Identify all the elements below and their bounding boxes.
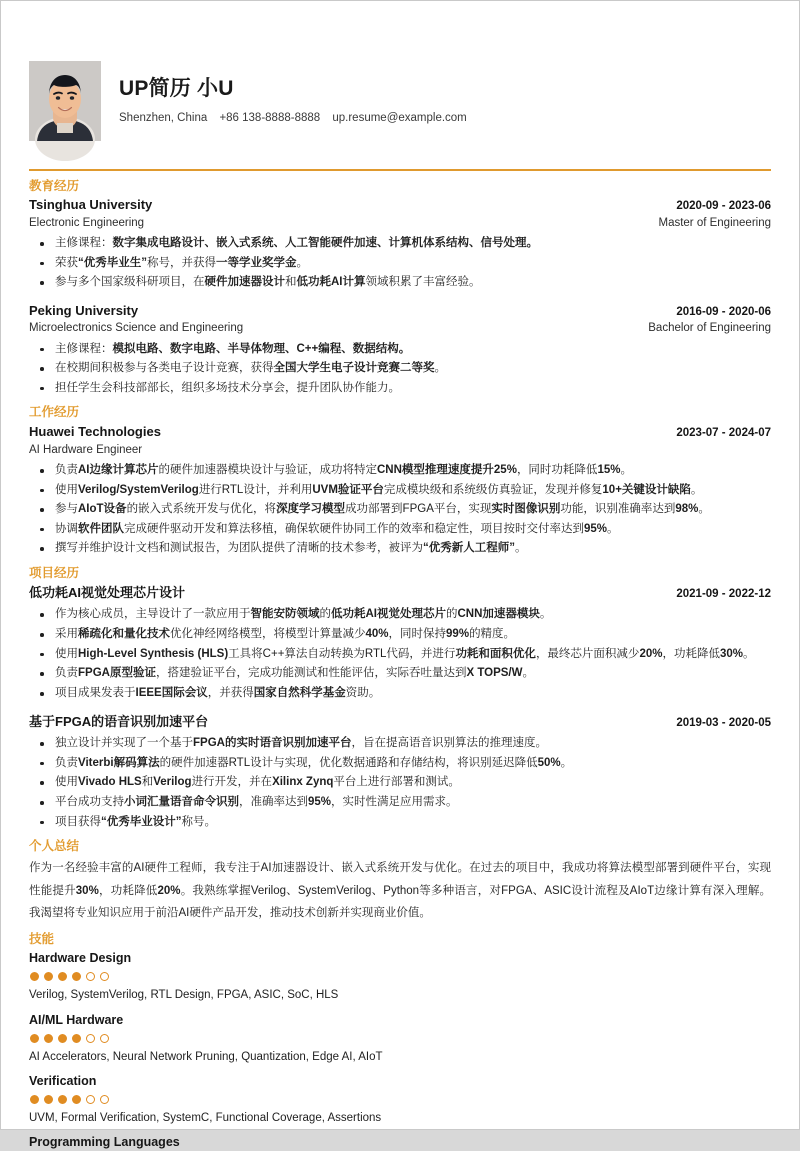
- skill-rating: [30, 1034, 771, 1043]
- rating-dot: [30, 1095, 39, 1104]
- section-skills: [29, 931, 771, 1151]
- experience-entry: [29, 196, 771, 291]
- skill-name: Verification: [29, 1073, 97, 1088]
- rating-dot: [72, 1034, 81, 1043]
- entry-date-range: 2021-09 - 2022-12: [676, 587, 771, 600]
- entry-bullet: 撰写并维护设计文档和测试报告，为团队提供了清晰的技术参考，被评为“优秀新人工程师”。: [29, 539, 771, 558]
- rating-dot: [72, 1095, 81, 1104]
- entry-organization: Peking University: [29, 302, 139, 318]
- entry-subtitle: Electronic Engineering: [29, 216, 145, 229]
- entry-bullet-list: [29, 461, 771, 558]
- skill-name: Hardware Design: [29, 951, 132, 966]
- entry-bullet: 担任学生会科技部部长，组织多场技术分享会，提升团队协作能力。: [29, 379, 771, 398]
- entry-bullet-list: [29, 234, 771, 292]
- section-title-skills: 技能: [29, 932, 55, 947]
- skill-rating: [30, 1095, 771, 1104]
- entry-subtitle: Microelectronics Science and Engineering: [29, 322, 244, 335]
- rating-dot: [44, 1095, 53, 1104]
- entry-degree: Bachelor of Engineering: [648, 322, 771, 335]
- identity-block: [115, 76, 476, 126]
- entry-date-range: 2019-03 - 2020-05: [676, 716, 771, 729]
- skill-group: [29, 1133, 771, 1151]
- entry-subheading-row: [29, 320, 771, 336]
- entry-bullet: 负责AI边缘计算芯片的硬件加速器模块设计与验证，成功将特定CNN模型推理速度提升25%，同时功耗降低15%。: [29, 461, 771, 480]
- rating-dot: [30, 972, 39, 981]
- entry-bullet: 主修课程：数字集成电路设计、嵌入式系统、人工智能硬件加速、计算机体系结构、信号处理。: [29, 234, 771, 253]
- skill-group: [29, 1072, 771, 1127]
- entry-organization: Huawei Technologies: [29, 424, 161, 440]
- contact-phone: +86 138-8888-8888: [219, 112, 321, 125]
- entry-heading-row: [29, 584, 771, 603]
- avatar: [29, 61, 101, 141]
- experience-entry: [29, 302, 771, 397]
- section-education: [29, 178, 771, 398]
- experience-entry: [29, 713, 771, 832]
- rating-dot: [44, 1034, 53, 1043]
- entry-date-range: 2023-07 - 2024-07: [676, 427, 771, 440]
- experience-entry: [29, 584, 771, 703]
- skill-detail: AI Accelerators, Neural Network Pruning, Quantization, Edge AI, AIoT: [29, 1050, 383, 1063]
- entry-heading-row: [29, 302, 771, 321]
- entry-bullet-list: [29, 734, 771, 831]
- entry-bullet: 负责Viterbi解码算法的硬件加速器RTL设计与实现，优化数据通路和存储结构，将识别延迟降低50%。: [29, 754, 771, 773]
- rating-dot: [58, 1095, 67, 1104]
- work-entries: [29, 423, 771, 558]
- entry-bullet: 使用High-Level Synthesis (HLS)工具将C++算法自动转换为RTL代码，并进行功耗和面积优化，最终芯片面积减少20%，功耗降低30%。: [29, 645, 771, 664]
- entry-bullet: 作为核心成员，主导设计了一款应用于智能安防领域的低功耗AI视觉处理芯片的CNN加速器模块。: [29, 605, 771, 624]
- section-projects: [29, 565, 771, 831]
- entry-bullet: 项目获得“优秀毕业设计”称号。: [29, 813, 771, 832]
- section-title-work: 工作经历: [29, 405, 80, 420]
- entry-degree: Master of Engineering: [658, 216, 771, 229]
- entry-heading-row: [29, 196, 771, 215]
- rating-dot: [72, 972, 81, 981]
- entry-bullet: 使用Vivado HLS和Verilog进行开发，并在Xilinx Zynq平台上进行部署和测试。: [29, 773, 771, 792]
- section-summary: [29, 838, 771, 924]
- entry-bullet-list: [29, 605, 771, 702]
- entry-bullet: 主修课程：模拟电路、数字电路、半导体物理、C++编程、数据结构。: [29, 340, 771, 359]
- entry-bullet: 平台成功支持小词汇量语音命令识别，准确率达到95%，实时性满足应用需求。: [29, 793, 771, 812]
- rating-dot: [58, 1034, 67, 1043]
- rating-dot: [100, 1034, 109, 1043]
- skill-name: Programming Languages: [29, 1135, 180, 1150]
- rating-dot: [86, 972, 95, 981]
- rating-dot: [100, 972, 109, 981]
- header-divider: [29, 169, 771, 171]
- entry-heading-row: [29, 713, 771, 732]
- skill-group: [29, 1011, 771, 1066]
- entry-bullet: 在校期间积极参与各类电子设计竞赛，获得全国大学生电子设计竞赛二等奖。: [29, 359, 771, 378]
- skill-rating: [30, 972, 771, 981]
- contact-email: up.resume@example.com: [332, 112, 467, 125]
- entry-date-range: 2020-09 - 2023-06: [676, 200, 771, 213]
- section-work: [29, 404, 771, 558]
- entry-subheading-row: [29, 442, 771, 458]
- rating-dot: [58, 972, 67, 981]
- section-title-education: 教育经历: [29, 178, 80, 193]
- rating-dot: [86, 1034, 95, 1043]
- skill-detail: Verilog, SystemVerilog, RTL Design, FPGA, ASIC, SoC, HLS: [29, 989, 339, 1002]
- candidate-name: UP简历 小U: [119, 76, 234, 100]
- entry-bullet: 采用稀疏化和量化技术优化神经网络模型，将模型计算量减少40%，同时保持99%的精度。: [29, 625, 771, 644]
- rating-dot: [44, 972, 53, 981]
- skill-detail: UVM, Formal Verification, SystemC, Functional Coverage, Assertions: [29, 1112, 382, 1125]
- skill-group: [29, 949, 771, 1004]
- entry-bullet: 协调软件团队完成硬件驱动开发和算法移植，确保软硬件协同工作的效率和稳定性，项目按时交付率达到95%。: [29, 520, 771, 539]
- entry-organization: Tsinghua University: [29, 197, 153, 213]
- entry-bullet: 独立设计并实现了一个基于FPGA的实时语音识别加速平台，旨在提高语音识别算法的推理速度。: [29, 734, 771, 753]
- entry-subtitle: AI Hardware Engineer: [29, 443, 143, 456]
- contact-location: Shenzhen, China: [119, 112, 208, 125]
- entry-heading-row: [29, 423, 771, 442]
- experience-entry: [29, 423, 771, 558]
- skill-list: [29, 949, 771, 1151]
- resume-header: [29, 1, 771, 147]
- rating-dot: [86, 1095, 95, 1104]
- section-title-projects: 项目经历: [29, 566, 80, 581]
- rating-dot: [100, 1095, 109, 1104]
- rating-dot: [30, 1034, 39, 1043]
- entry-organization: 低功耗AI视觉处理芯片设计: [29, 584, 186, 600]
- entry-bullet: 参与AIoT设备的嵌入式系统开发与优化，将深度学习模型成功部署到FPGA平台，实现实时图像识别功能，识别准确率达到98%。: [29, 500, 771, 519]
- summary-text: 作为一名经验丰富的AI硬件工程师，我专注于AI加速器设计、嵌入式系统开发与优化。在过去的项目中，我成功将算法模型部署到硬件平台，实现性能提升30%，功耗降低20%。我熟练掌握Verilog、SystemVerilog、Python等多种语言，对FPGA、ASIC设计流程及AIoT边缘计算有深入理解。我渴望将专业知识应用于前沿AI硬件产品开发，推动技术创新并实现商业价值。: [29, 862, 772, 919]
- entry-subheading-row: [29, 215, 771, 231]
- contact-line: [119, 111, 476, 126]
- entry-bullet: 项目成果发表于IEEE国际会议，并获得国家自然科学基金资助。: [29, 684, 771, 703]
- entry-bullet: 参与多个国家级科研项目，在硬件加速器设计和低功耗AI计算领域积累了丰富经验。: [29, 273, 771, 292]
- entry-bullet: 荣获“优秀毕业生”称号，并获得一等学业奖学金。: [29, 254, 771, 273]
- entry-date-range: 2016-09 - 2020-06: [676, 305, 771, 318]
- section-title-summary: 个人总结: [29, 839, 80, 854]
- project-entries: [29, 584, 771, 831]
- entry-bullet-list: [29, 340, 771, 398]
- education-entries: [29, 196, 771, 397]
- entry-organization: 基于FPGA的语音识别加速平台: [29, 713, 209, 729]
- skill-name: AI/ML Hardware: [29, 1012, 124, 1027]
- entry-bullet: 使用Verilog/SystemVerilog进行RTL设计，并利用UVM验证平台完成模块级和系统级仿真验证，发现并修复10+关键设计缺陷。: [29, 481, 771, 500]
- entry-bullet: 负责FPGA原型验证，搭建验证平台，完成功能测试和性能评估，实际吞吐量达到X TOPS/W。: [29, 664, 771, 683]
